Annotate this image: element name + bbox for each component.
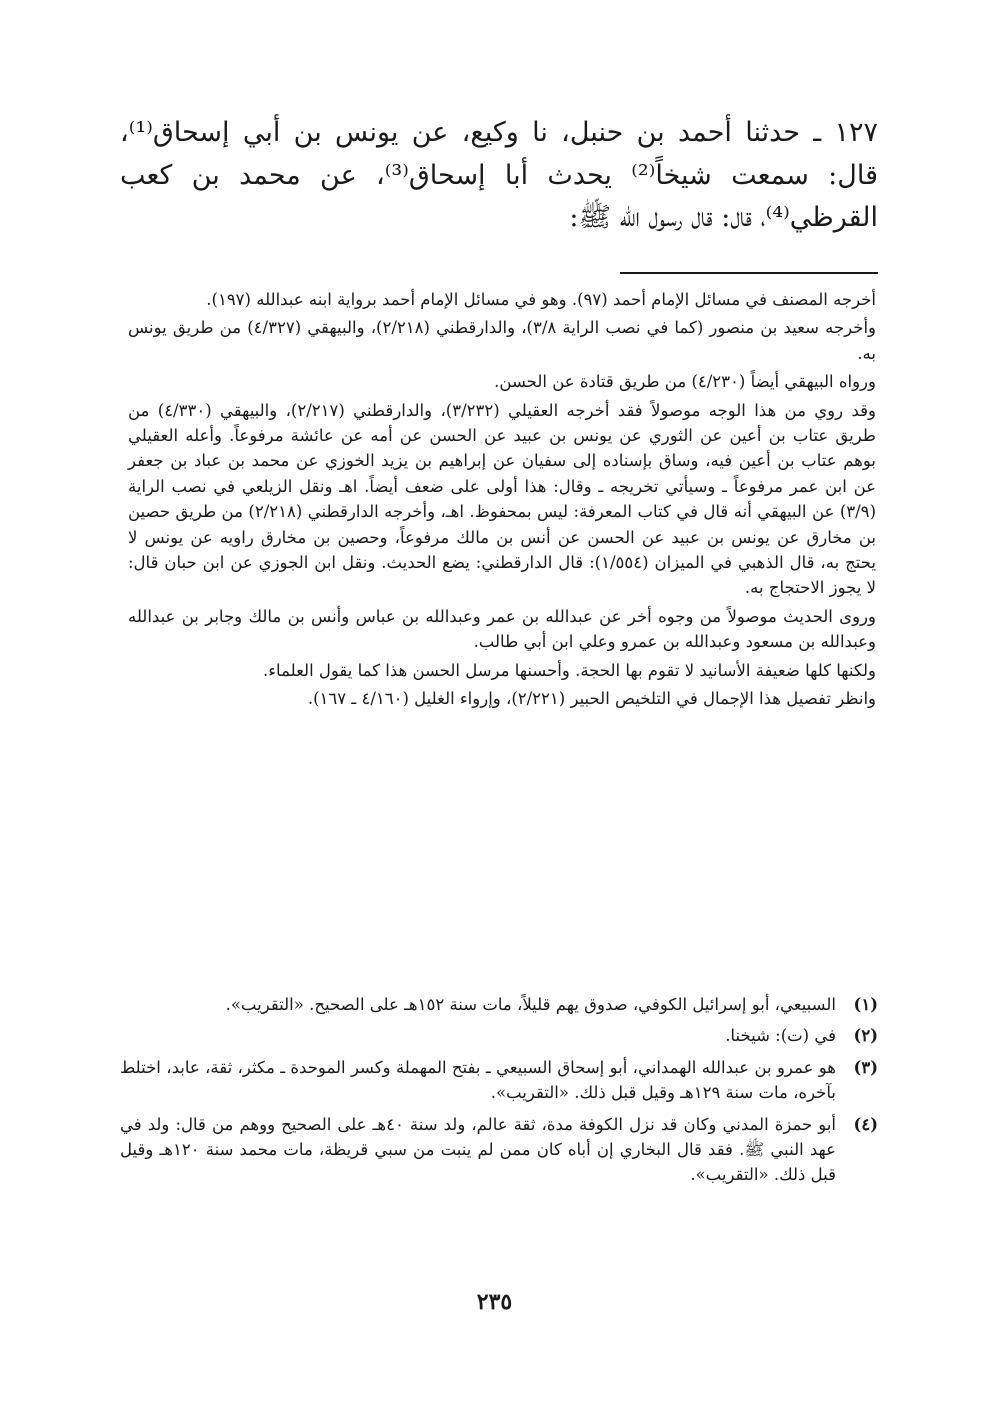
footnote-item bbox=[120, 1112, 878, 1188]
footnote-number: (٢) bbox=[853, 1026, 878, 1046]
hadith-text-block bbox=[120, 112, 878, 240]
footnote-text: أبو حمزة المدني وكان قد نزل الكوفة مدة، ثقة عالم، ولد سنة ٤٠هـ على الصحيح ووهم من قال: ولد في عهد النبي ﷺ. فقد قال البخاري إن أباه كان ممن لم ينبت من سبي قريظة، مات محمد سنة ١٢٠هـ وقيل قبل ذلك. «التقريب». bbox=[120, 1114, 836, 1185]
takhrij-notes bbox=[128, 287, 876, 715]
note-paragraph: وروى الحديث موصولاً من وجوه أخر عن عبدالله بن عمر وعبدالله بن عباس وأنس بن مالك وجابر بن عبدالله وعبدالله بن مسعود وعبدالله بن عمرو وعلي ابن أبي طالب. bbox=[128, 606, 876, 652]
footnote-text: السبيعي، أبو إسرائيل الكوفي، صدوق يهم قليلاً، مات سنة ١٥٢هـ على الصحيح. «التقريب». bbox=[225, 995, 836, 1014]
footnote-list bbox=[120, 992, 878, 1194]
footnote-item bbox=[120, 992, 878, 1017]
footnote-number: (٤) bbox=[853, 1114, 878, 1134]
page-number: ٢٣٥ bbox=[476, 1289, 513, 1315]
footnote-text: هو عمرو بن عبدالله الهمداني، أبو إسحاق السبيعي ـ بفتح المهملة وكسر الموحدة ـ مكثر، ثقة، عابد، اختلط بآخره، مات سنة ١٢٩هـ وقيل قبل ذلك. «التقريب». bbox=[120, 1057, 836, 1103]
footnote-text: في (ت): شيخنا. bbox=[725, 1026, 836, 1046]
footnote-item bbox=[120, 1023, 878, 1048]
note-paragraph: وأخرجه سعيد بن منصور (كما في نصب الراية ٣/٨)، والدارقطني (٢/٢١٨)، والبيهقي (٤/٣٢٧) من طريق يونس به. bbox=[128, 318, 877, 363]
hadith-text: ١٢٧ ـ حدثنا أحمد بن حنبل، نا وكيع، عن يونس بن أبي إسحاق⁽¹⁾، قال: سمعت شيخاً⁽²⁾ يحدث أبا إسحاق⁽³⁾، عن محمد بن كعب القرظي⁽⁴⁾، قال: قال رسول الله ﷺ: bbox=[120, 117, 879, 233]
note-paragraph: وقد روي من هذا الوجه موصولاً فقد أخرجه العقيلي (٣/٢٣٢)، والدارقطني (٢/٢١٧)، والبيهقي (٤/٣٣٠) من طريق عتاب بن أعين عن الثوري عن يونس بن عبيد عن الحسن عن أمه عن عائشة مرفوعاً. وأعله العقيلي بوهم عتاب بن أعين فيه، وساق بإسناده إلى سفيان عن إبراهيم بن يزيد الخوزي عن محمد بن عباد بن جعفر عن ابن عمر مرفوعاً ـ وسيأتي تخريجه ـ وقال: هذا أولى على ضعف أيضاً. اهـ ونقل الزيلعي في نصب الراية (٣/٩) عن البيهقي أنه قال في كتاب المعرفة: ليس بمحفوظ. اهـ، وأخرجه الدارقطني (٢/٢١٨) من طريق حصين بن مخارق عن يونس بن عبيد عن الحسن عن أنس بن مالك مرفوعاً، وحصين بن مخارق راويه عن يونس لا يحتج به، قال الذهبي في الميزان (١/٥٥٤): قال الدارقطني: يضع الحديث. ونقل ابن الجوزي عن ابن حبان قال: لا يجوز الاحتجاج به. bbox=[128, 400, 876, 598]
footnote-number: (٣) bbox=[853, 1057, 878, 1077]
note-paragraph: وانظر تفصيل هذا الإجمال في التلخيص الحبير (٢/٢٢١)، وإرواء الغليل (٤/١٦٠ ـ ١٦٧). bbox=[307, 689, 876, 709]
footnote-divider bbox=[620, 272, 878, 274]
note-paragraph: ولكنها كلها ضعيفة الأسانيد لا تقوم بها الحجة. وأحسنها مرسل الحسن هذا كما يقول العلماء. bbox=[263, 660, 876, 680]
note-paragraph: أخرجه المصنف في مسائل الإمام أحمد (٩٧). وهو في مسائل الإمام أحمد برواية ابنه عبدالله (١٩٧). bbox=[206, 290, 876, 309]
footnote-item bbox=[120, 1055, 878, 1106]
footnote-number: (١) bbox=[853, 995, 878, 1014]
note-paragraph: ورواه البيهقي أيضاً (٤/٢٣٠) من طريق قتادة عن الحسن. bbox=[494, 372, 876, 392]
